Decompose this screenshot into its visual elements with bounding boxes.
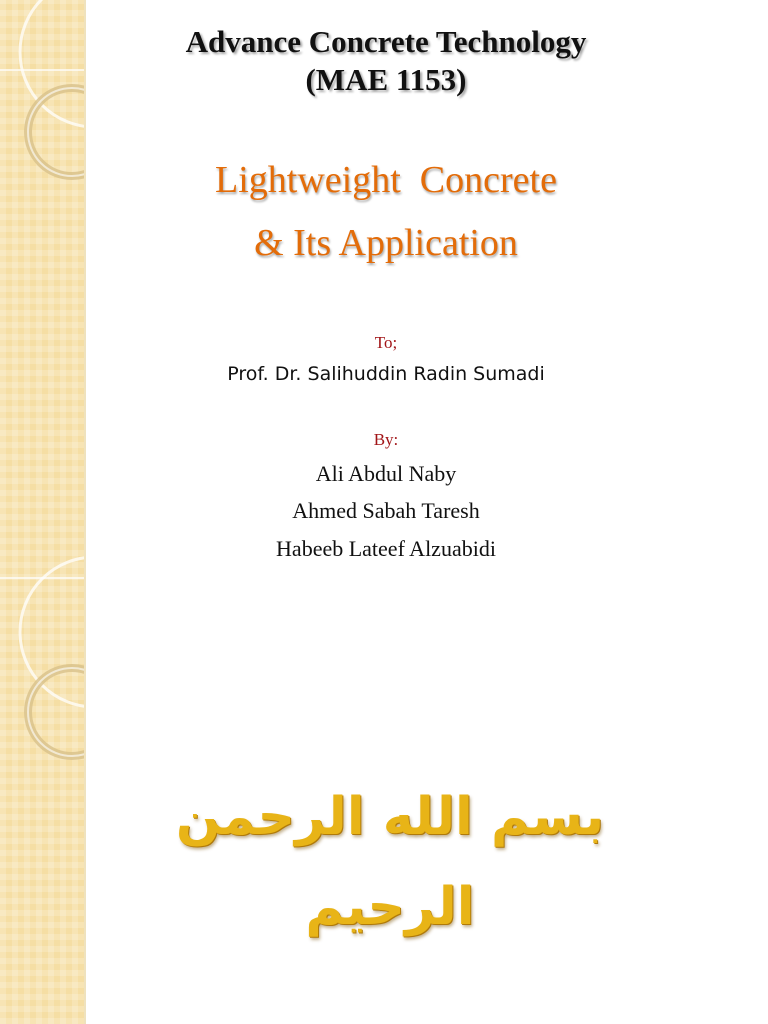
presentation-title: Lightweight Concrete <box>215 159 557 201</box>
by-label: By: <box>373 430 399 449</box>
decorative-side-band <box>0 0 84 1024</box>
presentation-subtitle: & Its Application <box>254 222 518 264</box>
course-code: (MAE 1153) <box>305 62 467 97</box>
recipient-name: Prof. Dr. Salihuddin Radin Sumadi <box>227 363 545 385</box>
bismillah-calligraphy: بسم الله الرحمن الرحيم <box>175 787 605 937</box>
decorative-circles <box>0 0 84 1024</box>
author-name: Habeeb Lateef Alzuabidi <box>276 536 496 561</box>
author-name: Ali Abdul Naby <box>315 461 457 486</box>
to-label: To; <box>374 333 398 352</box>
course-title: Advance Concrete Technology <box>185 24 587 59</box>
author-name: Ahmed Sabah Taresh <box>292 498 480 523</box>
